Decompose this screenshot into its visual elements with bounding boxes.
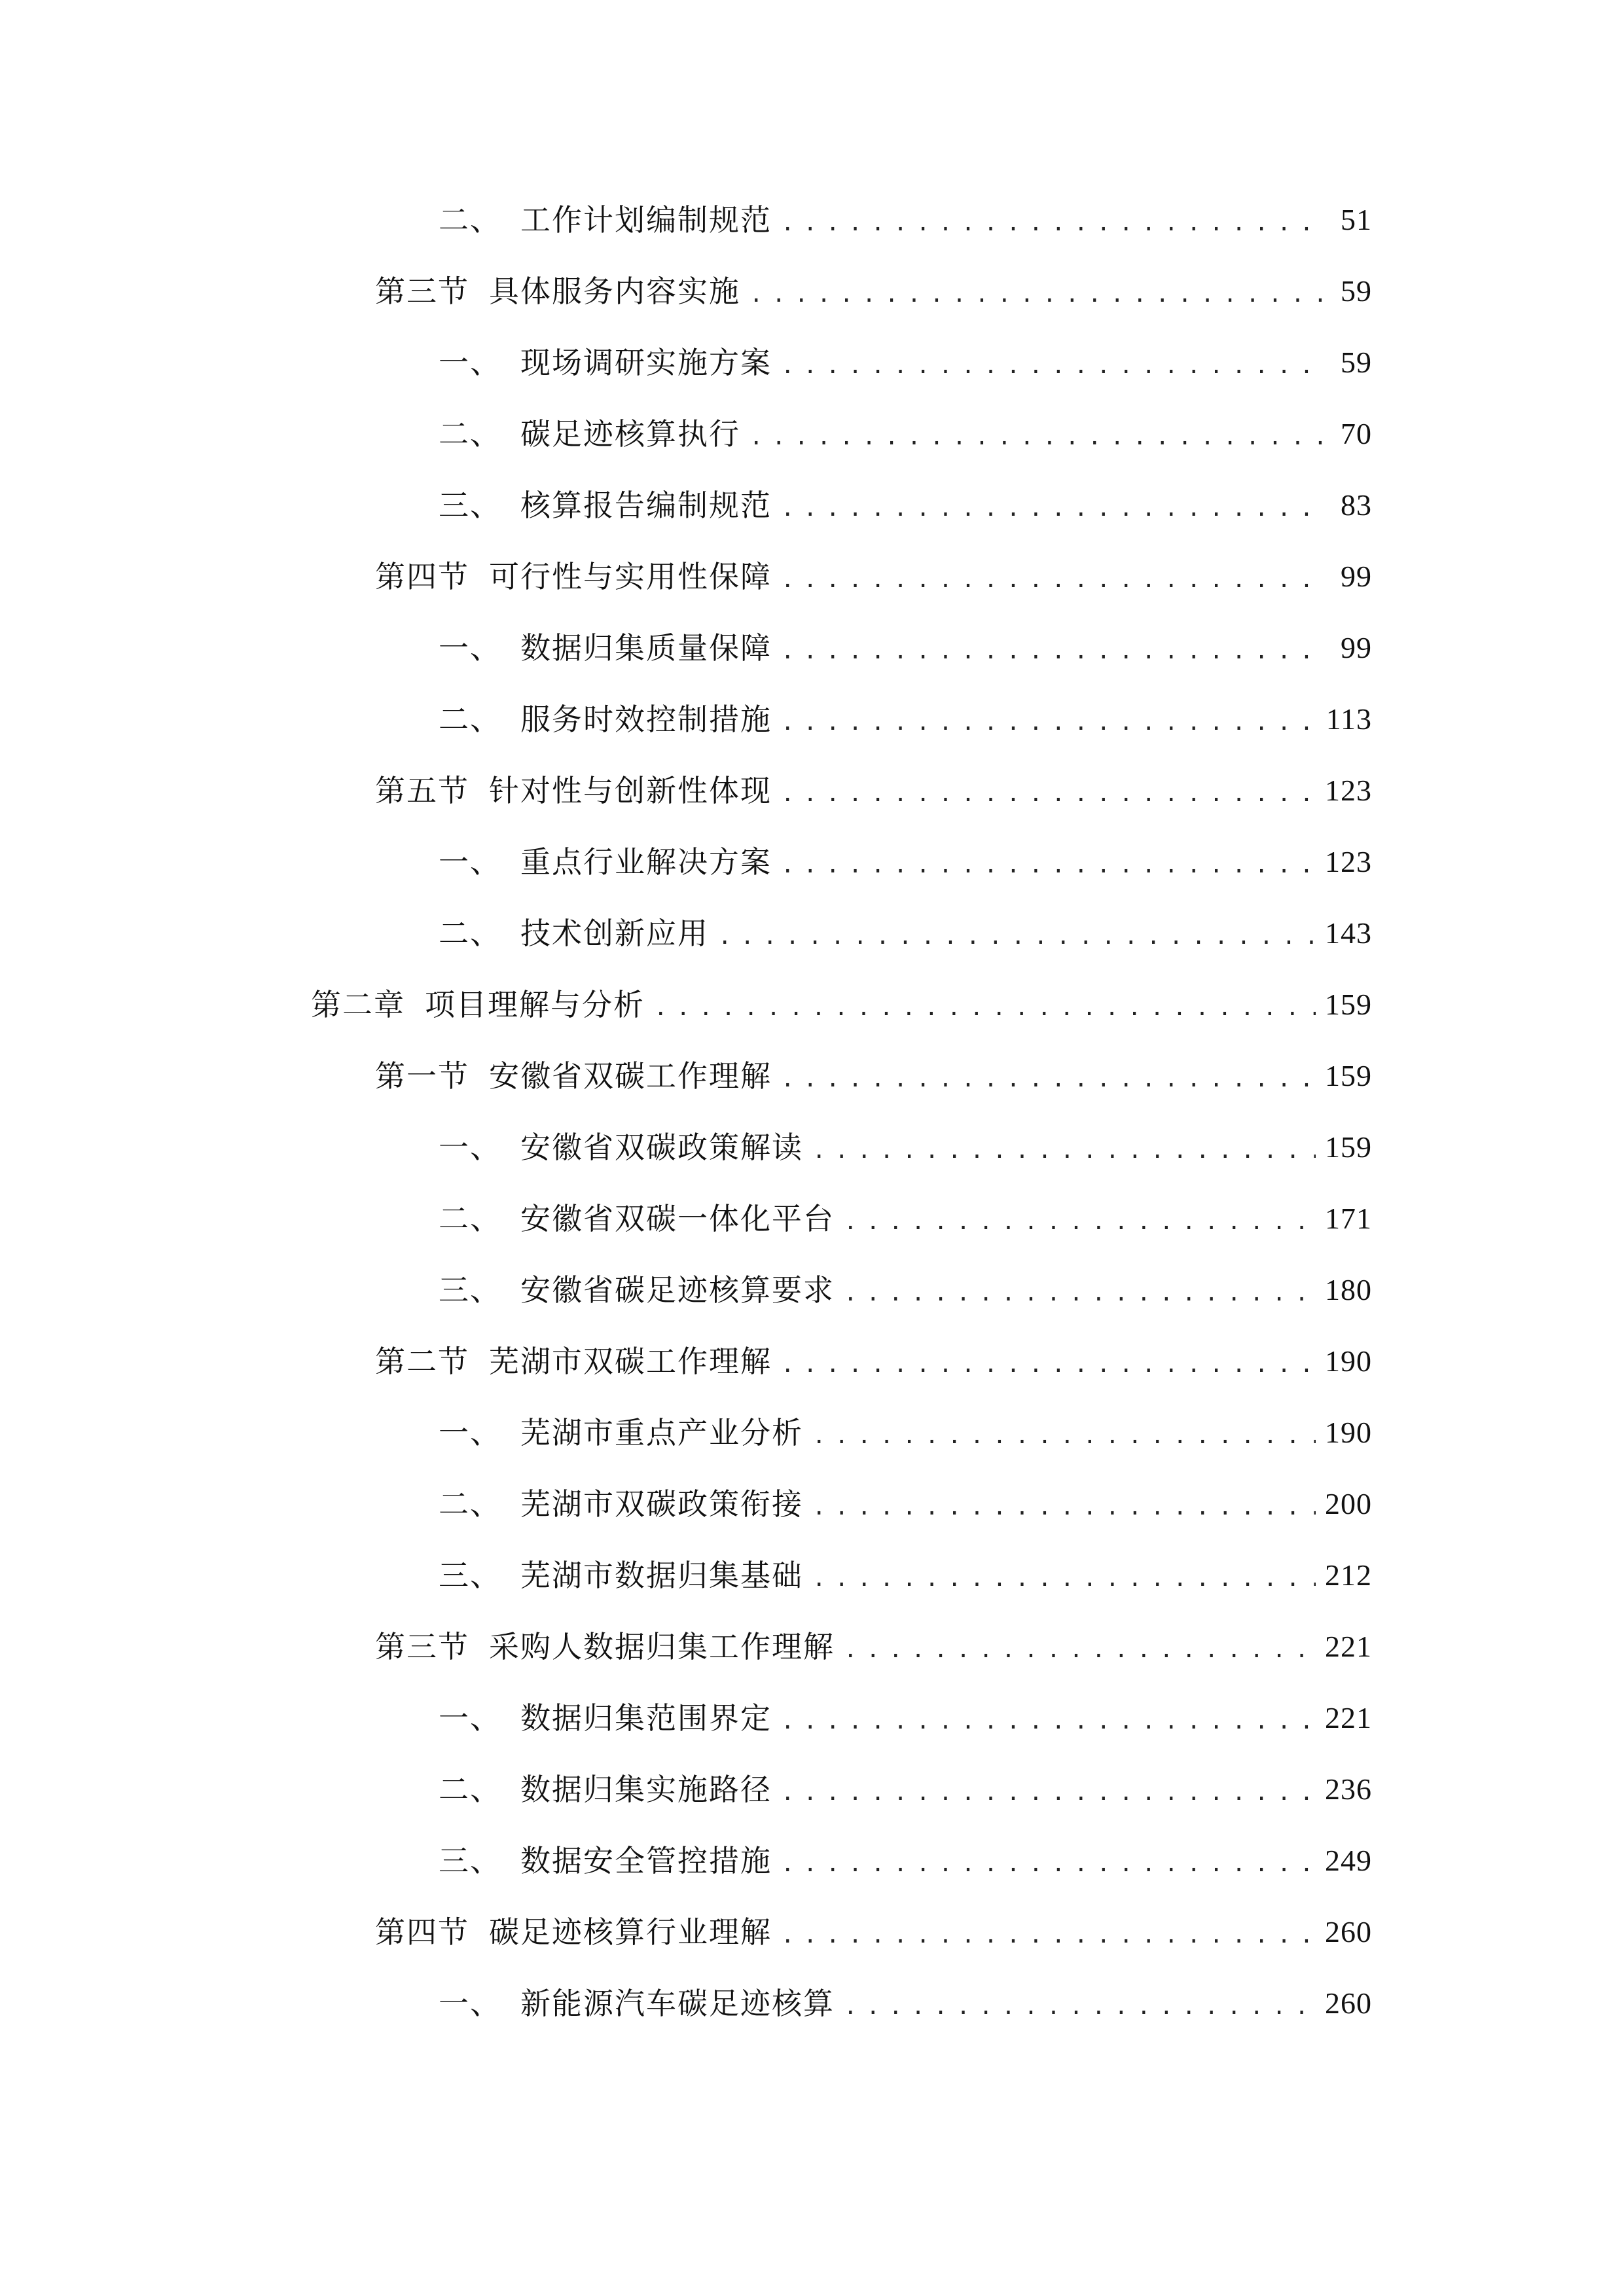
toc-dot-leader: [781, 1853, 1316, 1887]
toc-entry[interactable]: [439, 836, 1372, 888]
toc-dot-leader: [812, 1139, 1316, 1174]
toc-entry-title: 安徽省双碳一体化平台: [520, 1201, 835, 1236]
toc-entry-prefix: 二、: [439, 416, 501, 452]
toc-dot-leader: [781, 1710, 1316, 1744]
toc-entry-title: 数据安全管控措施: [520, 1843, 772, 1878]
toc-entry-title: 碳足迹核算行业理解: [489, 1914, 772, 1950]
toc-dot-leader: [749, 283, 1324, 317]
toc-entry-prefix: 二、: [439, 202, 501, 238]
toc-page-number: 51: [1341, 203, 1372, 236]
toc-entry-prefix: 第二章: [311, 987, 405, 1022]
toc-entry-title: 针对性与创新性体现: [489, 773, 772, 808]
toc-entry-title: 数据归集质量保障: [520, 630, 772, 666]
toc-entry-title: 工作计划编制规范: [520, 202, 772, 238]
toc-page-number: 159: [1325, 1059, 1372, 1092]
toc-entry[interactable]: [375, 1906, 1372, 1958]
toc-dot-leader: [781, 783, 1316, 817]
toc-entry-prefix: 一、: [439, 1130, 501, 1165]
toc-dot-leader: [781, 1924, 1316, 1958]
toc-entry-prefix: 一、: [439, 1415, 501, 1450]
toc-entry-prefix: 三、: [439, 1843, 501, 1878]
toc-page-number: 99: [1341, 560, 1372, 593]
toc-entry-title: 核算报告编制规范: [520, 488, 772, 523]
toc-entry[interactable]: [311, 978, 1372, 1031]
toc-page-number: 260: [1325, 1915, 1372, 1948]
toc-entry-prefix: 二、: [439, 1772, 501, 1807]
toc-entry[interactable]: [439, 1977, 1372, 2030]
toc-page-number: 123: [1325, 845, 1372, 878]
toc-page-number: 236: [1325, 1772, 1372, 1806]
toc-entry-prefix: 三、: [439, 1272, 501, 1308]
toc-page-number: 180: [1325, 1273, 1372, 1306]
toc-entry-title: 技术创新应用: [520, 916, 709, 951]
toc-page-number: 249: [1325, 1844, 1372, 1877]
toc-entry[interactable]: [375, 1335, 1372, 1388]
toc-dot-leader: [844, 1211, 1316, 1245]
toc-entry[interactable]: [439, 1692, 1372, 1744]
toc-entry-prefix: 一、: [439, 1700, 501, 1736]
toc-entry-prefix: 第二节: [375, 1344, 469, 1379]
toc-entry-title: 数据归集实施路径: [520, 1772, 772, 1807]
toc-page-number: 159: [1325, 1130, 1372, 1164]
toc-entry-title: 新能源汽车碳足迹核算: [520, 1986, 835, 2021]
toc-entry-prefix: 三、: [439, 1558, 501, 1593]
toc-entry-prefix: 第三节: [375, 1629, 469, 1664]
toc-dot-leader: [781, 497, 1324, 531]
toc-entry-title: 具体服务内容实施: [489, 274, 740, 309]
toc-page-number: 260: [1325, 1986, 1372, 2020]
toc-dot-leader: [781, 640, 1324, 674]
toc-dot-leader: [781, 1068, 1316, 1102]
toc-entry[interactable]: [439, 1407, 1372, 1459]
toc-entry[interactable]: [375, 265, 1372, 317]
toc-page-number: 83: [1341, 488, 1372, 522]
toc-page-number: 59: [1341, 346, 1372, 379]
toc-entry[interactable]: [439, 693, 1372, 745]
toc-entry[interactable]: [439, 479, 1372, 531]
toc-entry[interactable]: [439, 1763, 1372, 1816]
toc-entry-prefix: 二、: [439, 702, 501, 737]
toc-entry-prefix: 三、: [439, 488, 501, 523]
toc-entry[interactable]: [375, 550, 1372, 603]
toc-entry-prefix: 第四节: [375, 1914, 469, 1950]
toc-entry-prefix: 二、: [439, 1486, 501, 1522]
toc-entry-title: 重点行业解决方案: [520, 844, 772, 880]
toc-page-number: 221: [1325, 1630, 1372, 1663]
toc-dot-leader: [749, 426, 1324, 460]
toc-entry[interactable]: [439, 1264, 1372, 1316]
toc-page-number: 212: [1325, 1558, 1372, 1592]
toc-entry[interactable]: [375, 764, 1372, 817]
toc-entry-prefix: 第四节: [375, 559, 469, 594]
toc-entry-title: 安徽省双碳政策解读: [520, 1130, 803, 1165]
toc-entry[interactable]: [375, 1050, 1372, 1102]
toc-entry[interactable]: [439, 408, 1372, 460]
toc-dot-leader: [781, 1782, 1316, 1816]
toc-entry-prefix: 第三节: [375, 274, 469, 309]
toc-dot-leader: [781, 711, 1317, 745]
toc-page-number: 123: [1325, 774, 1372, 807]
toc-entry-title: 安徽省双碳工作理解: [489, 1058, 772, 1094]
toc-page-number: 159: [1325, 988, 1372, 1021]
toc-dot-leader: [812, 1568, 1316, 1602]
toc-entry-title: 项目理解与分析: [425, 987, 645, 1022]
toc-dot-leader: [781, 1354, 1316, 1388]
toc-page-number: 221: [1325, 1701, 1372, 1734]
toc-entry-title: 芜湖市双碳工作理解: [489, 1344, 772, 1379]
toc-page-number: 171: [1325, 1202, 1372, 1235]
toc-entry[interactable]: [375, 1621, 1372, 1673]
toc-entry[interactable]: [439, 194, 1372, 246]
toc-dot-leader: [654, 997, 1316, 1031]
toc-entry-title: 现场调研实施方案: [520, 345, 772, 380]
toc-dot-leader: [812, 1425, 1316, 1459]
toc-entry-prefix: 一、: [439, 1986, 501, 2021]
toc-dot-leader: [781, 569, 1324, 603]
toc-entry[interactable]: [439, 336, 1372, 389]
toc-entry-title: 采购人数据归集工作理解: [489, 1629, 835, 1664]
toc-dot-leader: [781, 854, 1316, 888]
toc-entry[interactable]: [439, 1121, 1372, 1174]
toc-entry[interactable]: [439, 1193, 1372, 1245]
toc-page-number: 70: [1341, 417, 1372, 450]
toc-entry-title: 可行性与实用性保障: [489, 559, 772, 594]
toc-entry-prefix: 一、: [439, 630, 501, 666]
toc-entry-prefix: 一、: [439, 345, 501, 380]
toc-entry[interactable]: [439, 1549, 1372, 1602]
toc-entry-title: 碳足迹核算执行: [520, 416, 740, 452]
toc-page-number: 113: [1326, 702, 1372, 736]
toc-page-number: 190: [1325, 1416, 1372, 1449]
toc-entry[interactable]: [439, 1835, 1372, 1887]
toc-dot-leader: [781, 212, 1324, 246]
toc-dot-leader: [812, 1496, 1316, 1530]
toc-page-number: 200: [1325, 1487, 1372, 1520]
toc-page-number: 59: [1341, 274, 1372, 308]
toc-entry-prefix: 二、: [439, 916, 501, 951]
toc-entry-prefix: 第五节: [375, 773, 469, 808]
toc-page-number: 143: [1325, 916, 1372, 950]
toc-dot-leader: [844, 1639, 1316, 1673]
toc-page-number: 190: [1325, 1344, 1372, 1378]
toc-entry-title: 服务时效控制措施: [520, 702, 772, 737]
toc-entry[interactable]: [439, 622, 1372, 674]
toc-entry-prefix: 一、: [439, 844, 501, 880]
toc-entry-title: 芜湖市双碳政策衔接: [520, 1486, 803, 1522]
toc-page-number: 99: [1341, 631, 1372, 664]
toc-entry-title: 芜湖市重点产业分析: [520, 1415, 803, 1450]
toc-entry-title: 芜湖市数据归集基础: [520, 1558, 803, 1593]
toc-entry-title: 安徽省碳足迹核算要求: [520, 1272, 835, 1308]
toc-entry[interactable]: [439, 1478, 1372, 1530]
toc-entry-prefix: 二、: [439, 1201, 501, 1236]
toc-dot-leader: [844, 1996, 1316, 2030]
toc-entry[interactable]: [439, 907, 1372, 960]
toc-dot-leader: [781, 355, 1324, 389]
toc-entry-title: 数据归集范围界定: [520, 1700, 772, 1736]
toc-entry-prefix: 第一节: [375, 1058, 469, 1094]
toc-dot-leader: [844, 1282, 1316, 1316]
toc-dot-leader: [718, 925, 1316, 960]
